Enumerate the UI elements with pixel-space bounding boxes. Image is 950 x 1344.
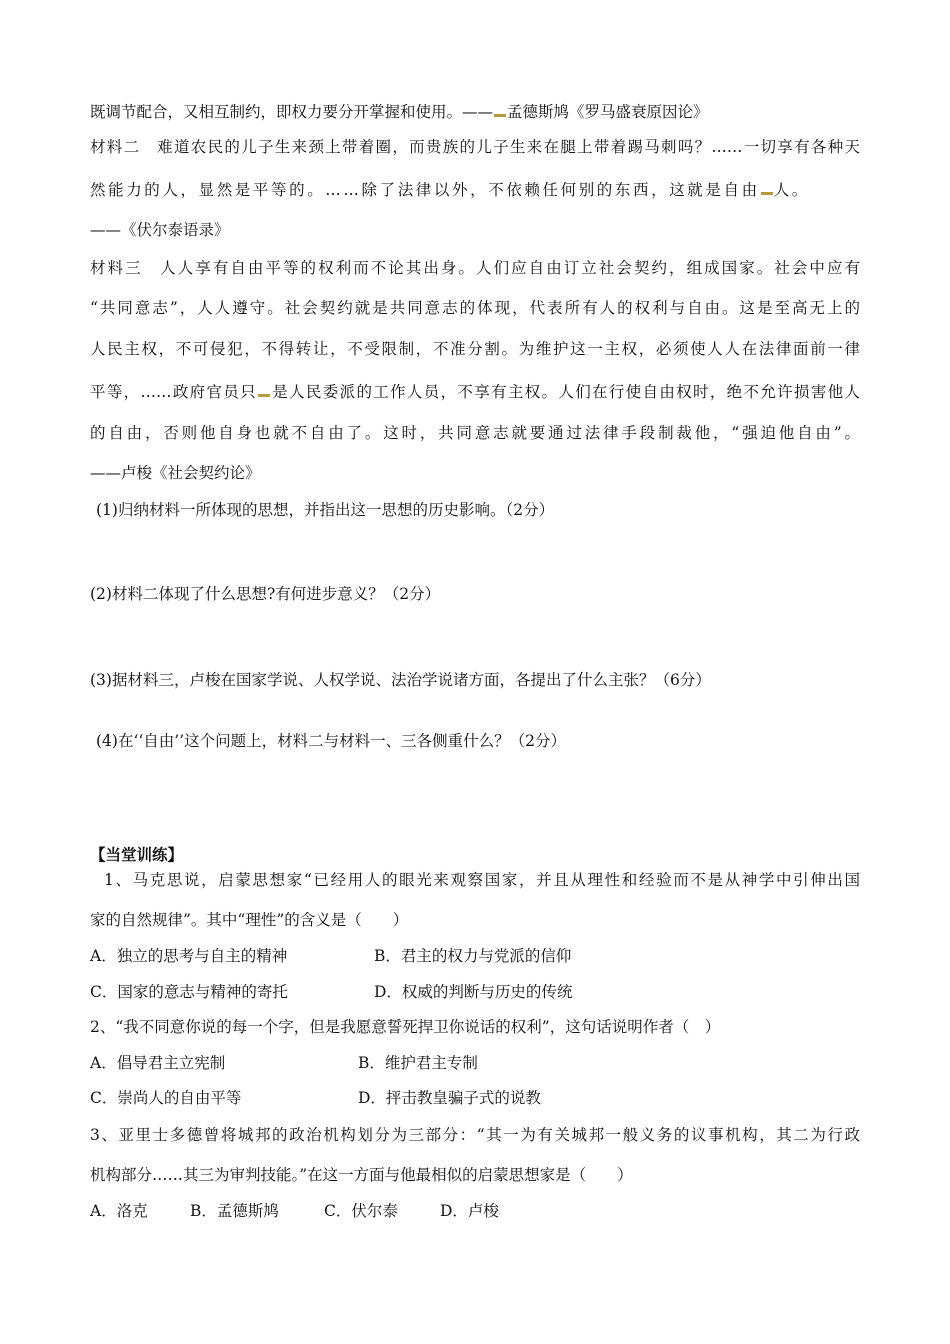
material3-line4 [90,382,860,402]
practice-q2-options-row2 [90,1088,860,1108]
material3-text-cont: 是人民委派的工作人员，不享有主权。人们在行使自由权时，绝不允许损害他人 [270,383,860,401]
option-b: B．君主的权力与党派的信仰 [374,947,572,965]
practice-q1-options-row1 [90,946,860,966]
option-d: D．抨击教皇骗子式的说教 [358,1089,541,1107]
material2-text-end: 人。 [773,181,810,199]
practice-q3-stem-line2: 机构部分……其三为审判技能。”在这一方面与他最相似的启蒙思想家是（ ） [90,1166,633,1184]
material3-text: 平等，……政府官员只 [90,383,257,401]
option-d: D．卢梭 [440,1202,499,1220]
material2-source: ——《伏尔泰语录》 [90,221,230,239]
practice-q1-options-row2 [90,982,860,1002]
highlight-mark [494,114,506,117]
practice-q1-stem-line2: 家的自然规律”。其中“理性”的含义是（ ） [90,911,409,929]
material3-line1: 材料三 人人享有自由平等的权利而不论其出身。人们应自由订立社会契约，组成国家。社会中应有 [90,259,860,277]
option-a: A．洛克 [90,1202,148,1220]
practice-q1-stem-line1: 1、马克思说，启蒙思想家“已经用人的眼光来观察国家，并且从理性和经验而不是从神学中引伸出国 [104,871,860,889]
material2-line2 [90,180,860,200]
material3-line5: 的自由，否则他自身也就不自由了。这时，共同意志就要通过法律手段制裁他，“强迫他自由”。 [90,424,860,442]
material3-line2: “共同意志”，人人遵守。社会契约就是共同意志的体现，代表所有人的权利与自由。这是至高无上的 [90,299,860,317]
material2-line1: 材料二 难道农民的儿子生来颈上带着圈，而贵族的儿子生来在腿上带着踢马刺吗？……一切享有各种天 [90,138,860,156]
highlight-mark [761,192,773,195]
practice-q2-stem: 2、“我不同意你说的每一个字，但是我愿意誓死捍卫你说话的权利”，这句话说明作者（ ） [90,1018,721,1036]
question-1: (1)归纳材料一所体现的思想，并指出这一思想的历史影响。（2分） [96,501,555,519]
material3-source: ——卢梭《社会契约论》 [90,464,261,482]
material3-line3: 人民主权，不可侵犯，不得转让，不受限制，不准分割。为维护这一主权，必须使人人在法律面前一律 [90,340,860,358]
question-2: (2)材料二体现了什么思想?有何进步意义？（2分） [90,585,441,603]
practice-q3-stem-line1: 3、亚里士多德曾将城邦的政治机构划分为三部分：“其一为有关城邦一般义务的议事机构，其二为行政 [90,1126,860,1144]
material1-text: 既调节配合，又相互制约，即权力要分开掌握和使用。—— [90,103,494,121]
material1-source: 孟德斯鸠《罗马盛衰原因论》 [507,103,709,121]
material1-tail-line [90,102,860,122]
option-c: C．国家的意志与精神的寄托 [90,983,288,1001]
practice-q3-options [90,1201,860,1221]
option-a: A．独立的思考与自主的精神 [90,947,288,965]
question-3: (3)据材料三，卢梭在国家学说、人权学说、法治学说诸方面，各提出了什么主张？（6分） [90,671,711,689]
option-b: B．维护君主专制 [358,1054,478,1072]
option-b: B．孟德斯鸠 [190,1202,279,1220]
practice-q2-options-row1 [90,1053,860,1073]
option-a: A．倡导君主立宪制 [90,1054,226,1072]
option-c: C．崇尚人的自由平等 [90,1089,242,1107]
highlight-mark [258,394,270,397]
practice-heading: 【当堂训练】 [90,845,184,864]
option-d: D．权威的判断与历史的传统 [374,983,573,1001]
material2-text: 然能力的人，显然是平等的。……除了法律以外，不依赖任何别的东西，这就是自由 [90,181,760,199]
question-4: (4)在‘‘自由’’这个问题上，材料二与材料一、三各侧重什么？（2分） [96,732,567,750]
option-c: C．伏尔泰 [324,1202,398,1220]
